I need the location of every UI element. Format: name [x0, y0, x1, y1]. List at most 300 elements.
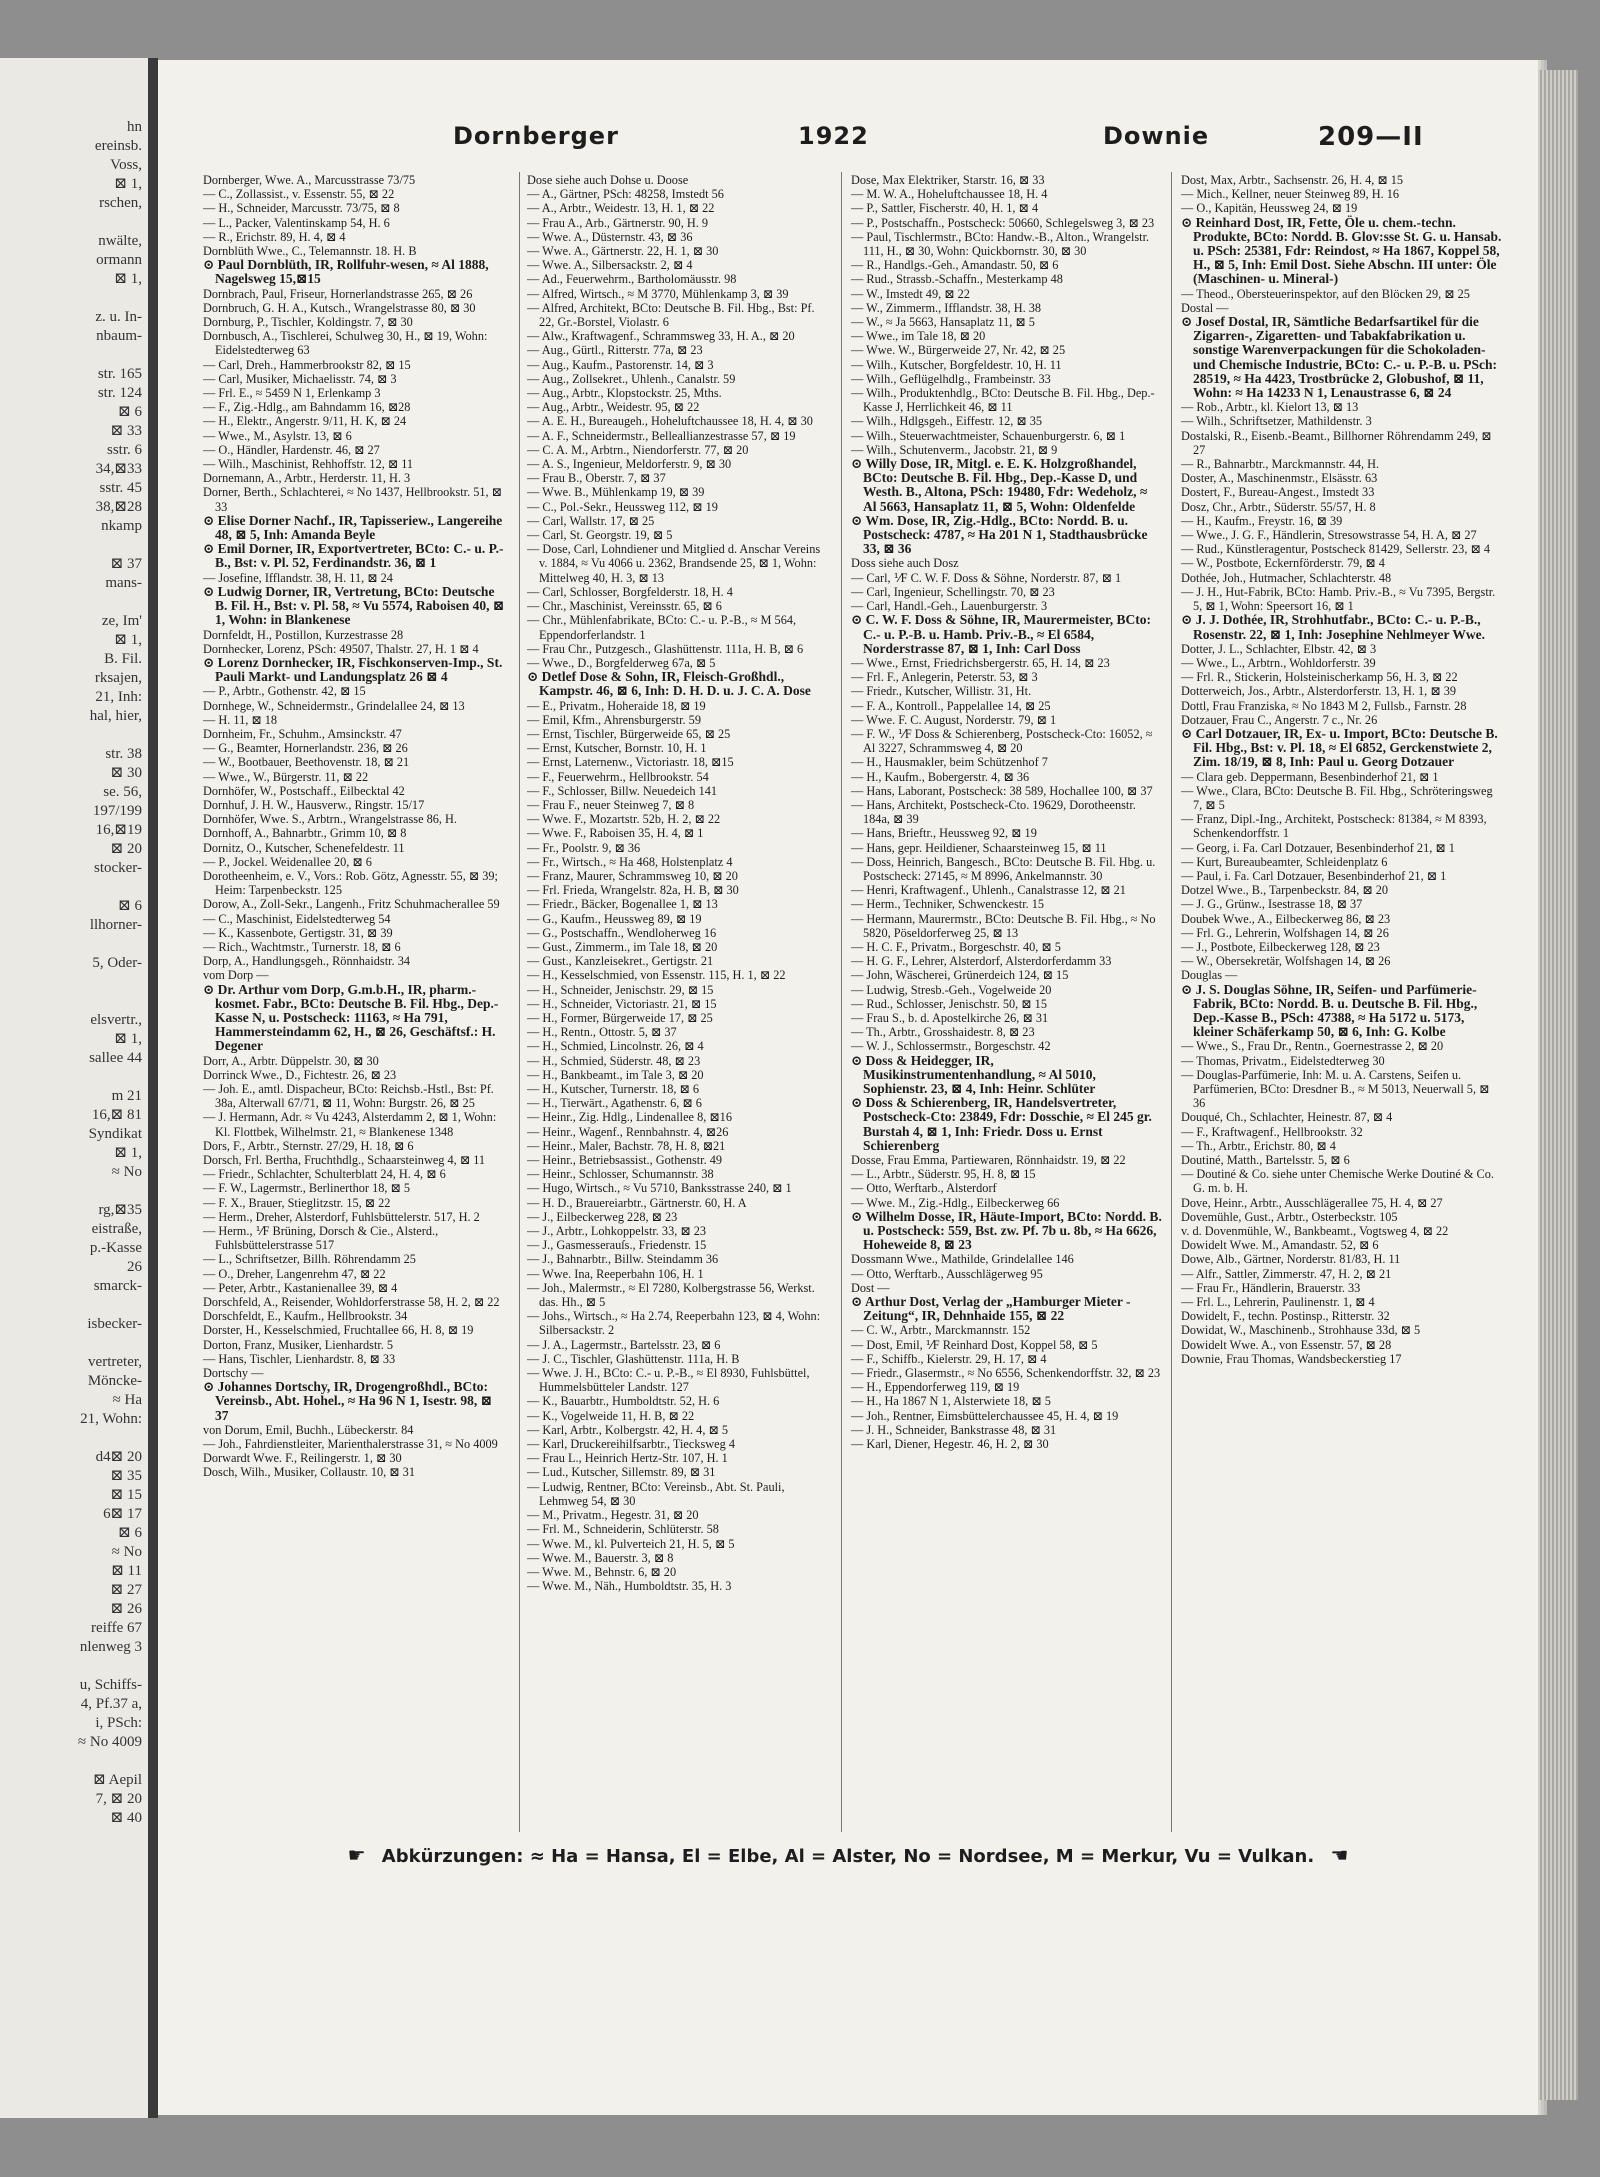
facing-page-text: ⊠ 33 [110, 423, 142, 439]
directory-entry: — Clara geb. Deppermann, Besenbinderhof 21, ⊠ 1 [1181, 769, 1439, 784]
directory-entry: — Heinr., Schlosser, Schumannstr. 38 [527, 1167, 714, 1182]
directory-entry: — Frau Chr., Putzgesch., Glashüttenstr. 111a, H. B, ⊠ 6 [527, 641, 804, 656]
facing-page-text: 21, Inh: [95, 689, 142, 705]
directory-entry: — W., Postbote, Eckernförderstr. 79, ⊠ 4 [1181, 556, 1385, 571]
facing-page-text: m 21 [111, 1088, 142, 1104]
directory-entry: — Aug., Kaufm., Pastorenstr. 14, ⊠ 3 [527, 357, 714, 372]
directory-entry: — Wwe. M., Zig.-Hdlg., Eilbeckerweg 66 [851, 1195, 1060, 1210]
directory-entry: — Friedr., Glasermstr., ≈ No 6556, Schenkendorffstr. 32, ⊠ 23 [851, 1366, 1161, 1381]
directory-entry: v. d. Dovenmühle, W., Bankbeamt., Vogtsweg 4, ⊠ 22 [1181, 1224, 1449, 1239]
directory-entry: — Frau S., b. d. Apostelkirche 26, ⊠ 31 [851, 1010, 1049, 1025]
directory-entry: Dorsch, Frl. Bertha, Fruchthdlg., Schaarsteinweg 4, ⊠ 11 [203, 1153, 486, 1168]
directory-entry: Dowidelt Wwe. M., Amandastr. 52, ⊠ 6 [1181, 1238, 1379, 1253]
facing-page-text: rksajen, [94, 670, 142, 686]
directory-entry: Dossmann Wwe., Mathilde, Grindelallee 146 [851, 1252, 1074, 1267]
directory-entry: — C. A. M., Arbtrn., Niendorferstr. 77, ⊠ 20 [527, 442, 749, 457]
directory-entry: — F., Schiffb., Kielerstr. 29, H. 17, ⊠ 4 [851, 1351, 1047, 1366]
directory-entry: Dornhege, W., Schneidermstr., Grindelallee 24, ⊠ 13 [203, 698, 465, 713]
directory-entry: Dornitz, O., Kutscher, Schenefeldestr. 11 [203, 840, 405, 855]
directory-entry: — P., Jockel. Weidenallee 20, ⊠ 6 [203, 854, 372, 869]
directory-columns [203, 173, 1503, 1833]
facing-page-text: 38,⊠28 [95, 499, 142, 515]
directory-entry: ⊙ Doss & Schierenberg, IR, Handelsvertreter, Postscheck-Cto: 23849, Fdr: Dosschie, ≈ El 245 gr. Burstah 4, ⊠ 1, Inh: Friedr. Doss u. Ernst Schierenberg [851, 1095, 1152, 1153]
directory-entry: Douglas — [1181, 968, 1238, 983]
facing-page-text: 197/199 [92, 803, 142, 819]
directory-entry: — Wwe. A., Gärtnerstr. 22, H. 1, ⊠ 30 [527, 244, 719, 259]
directory-entry: Dorster, H., Kesselschmied, Fruchtallee 66, H. 8, ⊠ 19 [203, 1323, 474, 1338]
directory-entry: Douqué, Ch., Schlachter, Heinestr. 87, ⊠ 4 [1181, 1110, 1393, 1125]
directory-entry: ⊙ Wilhelm Dosse, IR, Häute-Import, BCto: Nordd. B. u. Postscheck: 559, Bst. zw. Pf. 7b u. 8b, ≈ Ha 6626, Hoheweide 8, ⊠ 23 [851, 1208, 1162, 1253]
directory-entry: ⊙ C. W. F. Doss & Söhne, IR, Maurermeister, BCto: C.- u. P.-B. u. Hamb. Priv.-B., ≈ El 6584, Norderstrasse 87, ⊠ 1, Inh: Carl Doss [851, 612, 1151, 656]
facing-page-text: u, Schiffs- [79, 1677, 142, 1693]
directory-entry: ⊙ J. J. Dothée, IR, Strohhutfabr., BCto: C.- u. P.-B., Rosenstr. 22, ⊠ 1, Inh: Josephine Nehlmeyer Wwe. [1181, 612, 1485, 642]
facing-page-text: d4⊠ 20 [95, 1449, 142, 1465]
directory-entry: — P., Postschaffn., Postscheck: 50660, Schlegelsweg 3, ⊠ 23 [851, 215, 1155, 230]
directory-entry: — F. A., Kontroll., Pappelallee 14, ⊠ 25 [851, 698, 1051, 713]
facing-page-text: sstr. 45 [99, 480, 142, 496]
directory-entry: — Wwe. J. H., BCto: C.- u. P.-B., ≈ El 8930, Fuhlsbüttel, Hummelsbütteler Landstr. 127 [527, 1366, 810, 1395]
directory-entry: — Heinr., Wagenf., Rennbahnstr. 4, ⊠26 [527, 1124, 729, 1139]
directory-entry: — Wwe. A., Düsternstr. 43, ⊠ 36 [527, 229, 693, 244]
directory-entry: ⊙ Johannes Dortschy, IR, Drogengroßhdl., BCto: Vereinsb., Abt. Hohel., ≈ Ha 96 N 1, Isestr. 98, ⊠ 37 [203, 1379, 492, 1423]
facing-page-text: ⊠ 30 [110, 765, 142, 781]
directory-entry: Dornbruch, G. H. A., Kutsch., Wrangelstrasse 80, ⊠ 30 [203, 300, 476, 315]
facing-page-text: Voss, [110, 157, 142, 173]
directory-entry: — Carl, St. Georgstr. 19, ⊠ 5 [527, 528, 673, 543]
facing-page-text: ⊠ 35 [110, 1468, 142, 1484]
directory-entry: — Heinr., Zig. Hdlg., Lindenallee 8, ⊠16 [527, 1110, 732, 1125]
directory-entry: — Frl. L., Lehrerin, Paulinenstr. 1, ⊠ 4 [1181, 1295, 1375, 1310]
directory-entry: — Ernst, Laternenw., Victoriastr. 18, ⊠15 [527, 755, 734, 770]
directory-entry: Dorwardt Wwe. F., Reilingerstr. 1, ⊠ 30 [203, 1451, 402, 1466]
directory-entry: ⊙ Arthur Dost, Verlag der „Hamburger Mieter - Zeitung“, IR, Dehnhaide 155, ⊠ 22 [851, 1294, 1131, 1324]
facing-page-text: ormann [96, 252, 142, 268]
directory-entry: — Fr., Poolstr. 9, ⊠ 36 [527, 840, 641, 855]
header-year: 1922 [798, 122, 869, 150]
directory-entry: — M., Privatm., Hegestr. 31, ⊠ 20 [527, 1508, 699, 1523]
directory-entry: — Hans, gepr. Heildiener, Schaarsteinweg 15, ⊠ 11 [851, 840, 1107, 855]
facing-page-text: 16,⊠ 81 [91, 1107, 142, 1123]
directory-entry: Dornburg, P., Tischler, Koldingstr. 7, ⊠ 30 [203, 315, 413, 330]
directory-entry: — Wwe. F., Raboisen 35, H. 4, ⊠ 1 [527, 826, 704, 841]
directory-entry: — Frl. E., ≈ 5459 N 1, Erlenkamp 3 [203, 386, 381, 401]
directory-entry: — Friedr., Bäcker, Bogenallee 1, ⊠ 13 [527, 897, 718, 912]
facing-page-text: p.-Kasse [89, 1240, 142, 1256]
directory-entry: — Carl, Wallstr. 17, ⊠ 25 [527, 513, 655, 528]
directory-entry: — Herm., ⅟F Brüning, Dorsch & Cie., Alsterd., Fuhlsbüttelerstrasse 517 [203, 1224, 439, 1253]
directory-entry: — Georg, i. Fa. Carl Dotzauer, Besenbinderhof 21, ⊠ 1 [1181, 840, 1455, 855]
directory-entry: — H., Hausmakler, beim Schützenhof 7 [851, 755, 1048, 770]
directory-entry: — J. H., Schneider, Bankstrasse 48, ⊠ 31 [851, 1422, 1057, 1437]
directory-entry: — Chr., Maschinist, Vereinsstr. 65, ⊠ 6 [527, 599, 722, 614]
directory-entry: — Hans, Brieftr., Heussweg 92, ⊠ 19 [851, 826, 1037, 841]
directory-entry: — Wilh., Geflügelhdlg., Frambeinstr. 33 [851, 371, 1051, 386]
directory-entry: — Alw., Kraftwagenf., Schrammsweg 33, H. A., ⊠ 20 [527, 329, 795, 344]
directory-entry: ⊙ Detlef Dose & Sohn, IR, Fleisch-Großhdl., Kampstr. 46, ⊠ 6, Inh: D. H. D. u. J. C. A. Dose [527, 669, 811, 699]
directory-page [158, 60, 1538, 2115]
directory-entry: Dosse, Frau Emma, Partiewaren, Rönnhaidstr. 19, ⊠ 22 [851, 1153, 1126, 1168]
directory-entry: — Gust., Zimmerm., im Tale 18, ⊠ 20 [527, 939, 718, 954]
directory-entry: — H., Former, Bürgerweide 17, ⊠ 25 [527, 1010, 713, 1025]
directory-entry: — H., Schneider, Victoriastr. 21, ⊠ 15 [527, 996, 717, 1011]
directory-entry: — Thomas, Privatm., Eidelstedterweg 30 [1181, 1053, 1385, 1068]
directory-entry: — Karl, Druckereihilfsarbtr., Tiecksweg 4 [527, 1437, 735, 1452]
directory-entry: — Alfr., Sattler, Zimmerstr. 47, H. 2, ⊠ 21 [1181, 1266, 1392, 1281]
facing-page-text: nbaum- [96, 328, 142, 344]
directory-entry: — Dose, Carl, Lohndiener und Mitglied d. Anschar Vereins v. 1884, ≈ Vu 4066 u. 2362, Brandsende 25, ⊠ 1, Wohn: Mittelweg 40, H. 3, ⊠ 13 [527, 542, 821, 585]
directory-entry: — Emil, Kfm., Ahrensburgerstr. 59 [527, 712, 701, 727]
directory-entry: — Otto, Werftarb., Alsterdorf [851, 1181, 997, 1196]
directory-entry: Dorrinck Wwe., D., Fichtestr. 26, ⊠ 23 [203, 1067, 397, 1082]
header-left-keyword: Dornberger [453, 122, 619, 150]
directory-entry: Dowidat, W., Maschinenb., Strohhause 33d, ⊠ 5 [1181, 1323, 1421, 1338]
pointing-hand-left-icon: ☛ [347, 1843, 366, 1867]
pointing-hand-right-icon: ☚ [1330, 1843, 1349, 1867]
directory-entry: — F., Zig.-Hdlg., am Bahndamm 16, ⊠28 [203, 400, 411, 415]
directory-entry: — Peter, Arbtr., Kastanienallee 39, ⊠ 4 [203, 1280, 398, 1295]
directory-entry: — H., Eppendorferweg 119, ⊠ 19 [851, 1380, 1020, 1395]
facing-page-text: ⊠ 1, [114, 1145, 142, 1161]
directory-entry: — Chr., Mühlenfabrikate, BCto: C.- u. P.-B., ≈ M 564, Eppendorferlandstr. 1 [527, 613, 797, 642]
directory-entry: von Dorum, Emil, Buchh., Lübeckerstr. 84 [203, 1422, 414, 1437]
directory-entry: — Hans, Laborant, Postscheck: 38 589, Hochallee 100, ⊠ 37 [851, 783, 1153, 798]
directory-entry: Dosz, Chr., Arbtr., Süderstr. 55/57, H. 8 [1181, 499, 1376, 514]
facing-page-text: ⊠ Aepil [93, 1772, 142, 1788]
directory-entry: — Karl, Arbtr., Kolbergstr. 42, H. 4, ⊠ 5 [527, 1422, 729, 1437]
directory-entry: — Friedr., Kutscher, Willistr. 31, Ht. [851, 684, 1032, 699]
directory-entry: — W., ≈ Ja 5663, Hansaplatz 11, ⊠ 5 [851, 315, 1035, 330]
directory-entry: Dotter, J. L., Schlachter, Elbstr. 42, ⊠ 3 [1181, 641, 1377, 656]
directory-entry: — Rob., Arbtr., kl. Kielort 13, ⊠ 13 [1181, 400, 1359, 415]
facing-page-text: eistraße, [91, 1221, 142, 1237]
directory-entry: — Carl, Musiker, Michaelisstr. 74, ⊠ 3 [203, 371, 397, 386]
facing-page-text: llhorner- [89, 917, 142, 933]
directory-entry: Doubek Wwe., A., Eilbeckerweg 86, ⊠ 23 [1181, 911, 1391, 926]
directory-entry: — W., Obersekretär, Wolfshagen 14, ⊠ 26 [1181, 954, 1391, 969]
facing-page-text: str. 124 [97, 385, 142, 401]
directory-entry: — Wilh., Steuerwachtmeister, Schauenburgerstr. 6, ⊠ 1 [851, 428, 1126, 443]
directory-entry: — Wilh., Hdlgsgeh., Eiffestr. 12, ⊠ 35 [851, 414, 1043, 429]
directory-entry: Dornheim, Fr., Schuhm., Amsinckstr. 47 [203, 726, 402, 741]
directory-entry: — Fr., Wirtsch., ≈ Ha 468, Holstenplatz 4 [527, 854, 733, 869]
directory-entry: Dornfeldt, H., Postillon, Kurzestrasse 28 [203, 627, 404, 642]
directory-entry: Dostal — [1181, 300, 1229, 315]
directory-entry: — Kurt, Bureaubeamter, Schleidenplatz 6 [1181, 854, 1388, 869]
facing-page-text: ⊠ 1, [114, 271, 142, 287]
directory-entry: — J. Hermann, Adr. ≈ Vu 4243, Alsterdamm 2, ⊠ 1, Wohn: Kl. Flottbek, Wilhelmstr. 21, ≈ Blankenese 1348 [203, 1110, 497, 1139]
directory-entry: Dovemühle, Gust., Arbtr., Osterbeckstr. 105 [1181, 1209, 1398, 1224]
directory-entry: — Joh., Fahrdienstleiter, Marienthalerstrasse 31, ≈ No 4009 [203, 1437, 498, 1452]
facing-page-text: se. 56, [103, 784, 142, 800]
directory-entry: — Hans, Tischler, Lienhardstr. 8, ⊠ 33 [203, 1351, 396, 1366]
facing-page-text: 5, Oder- [92, 955, 142, 971]
directory-entry: — Franz, Dipl.-Ing., Architekt, Postscheck: 81384, ≈ M 8393, Schenkendorffstr. 1 [1181, 812, 1487, 841]
directory-entry: — Wwe. W., Bürgerweide 27, Nr. 42, ⊠ 25 [851, 343, 1066, 358]
directory-entry: — K., Kassenbote, Gertigstr. 31, ⊠ 39 [203, 925, 393, 940]
directory-entry: — Wwe., L., Arbtrn., Wohldorferstr. 39 [1181, 655, 1376, 670]
directory-entry: Dowe, Alb., Gärtner, Norderstr. 81/83, H. 11 [1181, 1252, 1401, 1267]
facing-page-text: nlenweg 3 [79, 1639, 142, 1655]
directory-entry: — H., Kaufm., Freystr. 16, ⊠ 39 [1181, 513, 1343, 528]
directory-entry: — Dost, Emil, ⅟F Reinhard Dost, Koppel 58, ⊠ 5 [851, 1337, 1098, 1352]
facing-page-text: hn [127, 119, 142, 135]
directory-entry: ⊙ Carl Dotzauer, IR, Ex- u. Import, BCto: Deutsche B. Fil. Hbg., Bst: v. Pl. 18, ≈ El 6852, Gerckenstwiete 2, Zim. 18/19, ⊠ 8, Inh: Paul u. Georg Dotzauer [1181, 725, 1498, 770]
directory-entry: Dosch, Wilh., Musiker, Collaustr. 10, ⊠ 31 [203, 1465, 415, 1480]
directory-entry: — Rich., Wachtmstr., Turnerstr. 18, ⊠ 6 [203, 939, 401, 954]
directory-entry: — Doutiné & Co. siehe unter Chemische Werke Doutiné & Co. G. m. b. H. [1181, 1167, 1494, 1196]
directory-entry: — Wwe., D., Borgfelderweg 67a, ⊠ 5 [527, 655, 716, 670]
directory-entry: — J., Gasmesserauſs., Friedenstr. 15 [527, 1238, 707, 1253]
directory-entry: — Wwe., W., Bürgerstr. 11, ⊠ 22 [203, 769, 369, 784]
directory-entry: ⊙ Willy Dose, IR, Mitgl. e. E. K. Holzgroßhandel, BCto: Deutsche B. Fil. Hbg., Dep.-Kasse D, und Westh. B., Altona, PSch: 19480, Fdr: Wedeholz, ≈ Al 5663, Hansaplatz 11, ⊠ 5, Wohn: Oldenfelde [851, 456, 1148, 514]
directory-entry: Dottl, Frau Franziska, ≈ No 1843 M 2, Fullsb., Farnstr. 28 [1181, 698, 1467, 713]
directory-entry: — H., Ha 1867 N 1, Alsterwiete 18, ⊠ 5 [851, 1394, 1051, 1409]
directory-entry: — Otto, Werftarb., Ausschlägerweg 95 [851, 1266, 1043, 1281]
directory-entry: — Herm., Dreher, Alsterdorf, Fuhlsbüttelerstr. 517, H. 2 [203, 1209, 480, 1224]
directory-entry: Dorschfeldt, E., Kaufm., Hellbrookstr. 34 [203, 1309, 408, 1324]
directory-entry: Dornblüth Wwe., C., Telemannstr. 18. H. B [203, 244, 417, 259]
directory-entry: — Wilh., Schriftsetzer, Mathildenstr. 3 [1181, 414, 1372, 429]
directory-entry: — P., Sattler, Fischerstr. 40, H. 1, ⊠ 4 [851, 201, 1039, 216]
directory-entry: — Frau B., Oberstr. 7, ⊠ 37 [527, 471, 666, 486]
directory-entry: — K., Bauarbtr., Humboldtstr. 52, H. 6 [527, 1394, 720, 1409]
directory-entry: — Wwe. B., Mühlenkamp 19, ⊠ 39 [527, 485, 705, 500]
facing-page-text: nkamp [101, 518, 142, 534]
facing-page-text: ≈ No [111, 1164, 142, 1180]
directory-entry: — H., Tierwärt., Agathenstr. 6, ⊠ 6 [527, 1096, 702, 1111]
facing-page-text: ⊠ 6 [118, 898, 142, 914]
directory-entry: — H. G. F., Lehrer, Alsterdorf, Alsterdorferdamm 33 [851, 954, 1112, 969]
directory-entry: Dowidelt Wwe. A., von Essenstr. 57, ⊠ 28 [1181, 1337, 1392, 1352]
directory-entry: Dose siehe auch Dohse u. Doose [527, 173, 689, 187]
directory-entry: Doss siehe auch Dosz [851, 556, 959, 571]
facing-page-text: z. u. In- [95, 309, 142, 325]
facing-page-text: sallee 44 [89, 1050, 142, 1066]
directory-entry: — Henri, Kraftwagenf., Uhlenh., Canalstrasse 12, ⊠ 21 [851, 883, 1126, 898]
directory-entry: — Rud., Künstleragentur, Postscheck 81429, Sellerstr. 23, ⊠ 4 [1181, 542, 1491, 557]
directory-entry: Dornemann, A., Arbtr., Herderstr. 11, H. 3 [203, 471, 411, 486]
directory-entry: Dornberger, Wwe. A., Marcusstrasse 73/75 [203, 173, 416, 187]
directory-entry: — Friedr., Schlachter, Schulterblatt 24, H. 4, ⊠ 6 [203, 1167, 446, 1182]
directory-entry: — A. S., Ingenieur, Meldorferstr. 9, ⊠ 30 [527, 457, 732, 472]
directory-entry: — W., Zimmerm., Ifflandstr. 38, H. 38 [851, 300, 1042, 315]
directory-entry: — P., Arbtr., Gothenstr. 42, ⊠ 15 [203, 684, 366, 699]
directory-entry: — Carl, Handl.-Geh., Lauenburgerstr. 3 [851, 599, 1048, 614]
directory-entry: — F. W., Lagermstr., Berlinerthor 18, ⊠ 5 [203, 1181, 411, 1196]
directory-entry: — H., Kaufm., Bobergerstr. 4, ⊠ 36 [851, 769, 1030, 784]
directory-entry: — Frl. F., Anlegerin, Peterstr. 53, ⊠ 3 [851, 670, 1038, 685]
directory-entry: Dotzauer, Frau C., Angerstr. 7 c., Nr. 26 [1181, 712, 1378, 727]
directory-entry: — H., Kesselschmied, von Essenstr. 115, H. 1, ⊠ 22 [527, 968, 786, 983]
directory-entry: — J., Postbote, Eilbeckerweg 128, ⊠ 23 [1181, 939, 1380, 954]
column-4 [1181, 173, 1503, 1833]
directory-entry: — Frl. M., Schneiderin, Schlüterstr. 58 [527, 1522, 719, 1537]
directory-entry: — Joh., Malermstr., ≈ El 7280, Kolbergstrasse 56, Werkst. das. Hh., ⊠ 5 [527, 1280, 815, 1310]
directory-entry: — Gust., Kanzleisekret., Gertigstr. 21 [527, 954, 714, 969]
directory-entry: — Wwe. F., Mozartstr. 52b, H. 2, ⊠ 22 [527, 812, 721, 827]
directory-entry: Dorner, Berth., Schlachterei, ≈ No 1437, Hellbrookstr. 51, ⊠ 33 [203, 485, 502, 514]
directory-entry: — W. J., Schlossermstr., Borgeschstr. 42 [851, 1039, 1051, 1054]
directory-entry: — R., Bahnarbtr., Marckmannstr. 44, H. [1181, 457, 1380, 472]
directory-entry: — Ludwig, Rentner, BCto: Vereinsb., Abt. St. Pauli, Lehmweg 54, ⊠ 30 [527, 1479, 785, 1508]
directory-entry: — Doss, Heinrich, Bangesch., BCto: Deutsche B. Fil. Hbg. u. Postscheck: 27145, ≈ M 8996, Ankelmannstr. 30 [851, 854, 1156, 883]
directory-entry: Dose, Max Elektriker, Starstr. 16, ⊠ 33 [851, 173, 1045, 187]
column-3 [851, 173, 1163, 1833]
directory-entry: ⊙ Josef Dostal, IR, Sämtliche Bedarfsartikel für die Zigarren-, Zigaretten- und Tabakfabrikation u. sonstige Warenverpackungen für die Schokoladen- und Chemische Industrie, BCto: C.- u. P.-B. u. PSch: 28519, ≈ Ha 4423, Trostbrücke 2, Globushof, ⊠ 11, Wohn: ≈ Ha 14233 N 1, Lenaustrasse 6, ⊠ 24 [1181, 314, 1498, 401]
directory-entry: — H., Schmied, Süderstr. 48, ⊠ 23 [527, 1053, 701, 1068]
directory-entry: Doutiné, Matth., Bartelsstr. 5, ⊠ 6 [1181, 1153, 1350, 1168]
directory-entry: — M. W. A., Hoheluftchaussee 18, H. 4 [851, 187, 1048, 202]
directory-entry: Dotzel Wwe., B., Tarpenbeckstr. 84, ⊠ 20 [1181, 883, 1389, 898]
facing-page-text: ≈ No [111, 1544, 142, 1560]
directory-entry: — Wwe. A., Silbersackstr. 2, ⊠ 4 [527, 258, 693, 273]
directory-entry: — Rud., Schlosser, Jenischstr. 50, ⊠ 15 [851, 996, 1047, 1011]
facing-page-text: ⊠ 27 [110, 1582, 142, 1598]
facing-page-fragment [0, 58, 150, 2118]
directory-entry: — Wwe. M., Bauerstr. 3, ⊠ 8 [527, 1550, 674, 1565]
directory-entry: — Th., Arbtr., Erichstr. 80, ⊠ 4 [1181, 1138, 1336, 1153]
directory-entry: — K., Vogelweide 11, H. B, ⊠ 22 [527, 1408, 695, 1423]
facing-page-text: stocker- [93, 860, 142, 876]
directory-entry: — A., Gärtner, PSch: 48258, Imstedt 56 [527, 187, 724, 202]
directory-entry: — F. W., ⅟F Doss & Schierenberg, Postscheck-Cto: 16052, ≈ Al 3227, Schrammsweg 4, ⊠ 20 [851, 726, 1153, 756]
facing-page-text: 6⊠ 17 [103, 1506, 142, 1522]
facing-page-text: 34,⊠33 [95, 461, 142, 477]
directory-entry: — Wilh., Maschinist, Rehhoffstr. 12, ⊠ 11 [203, 457, 414, 472]
facing-page-text: sstr. 6 [106, 442, 142, 458]
facing-page-text: ⊠ 6 [118, 1525, 142, 1541]
directory-entry: ⊙ Dr. Arthur vom Dorp, G.m.b.H., IR, pharm.-kosmet. Fabr., BCto: Deutsche B. Fil. Hbg., Dep.-Kasse N, u. Postscheck: 11163, ≈ Ha 791, Hammersteindamm 62, H., ⊠ 26, Geschäftsf.: H. Degener [203, 981, 499, 1054]
directory-entry: Dornbrach, Paul, Friseur, Hornerlandstrasse 265, ⊠ 26 [203, 286, 473, 301]
directory-entry: — Paul, i. Fa. Carl Dotzauer, Besenbinderhof 21, ⊠ 1 [1181, 868, 1447, 883]
facing-page-text: isbecker- [87, 1316, 142, 1332]
directory-entry: — Wwe. M., kl. Pulverteich 21, H. 5, ⊠ 5 [527, 1536, 735, 1551]
directory-entry: — Carl, Ingenieur, Schellingstr. 70, ⊠ 23 [851, 584, 1055, 599]
directory-entry: — Douglas-Parfümerie, Inh: M. u. A. Carstens, Seifen u. Parfümerien, BCto: Dresdner B., ≈ M 5013, Neuerwall 5, ⊠ 36 [1181, 1067, 1490, 1111]
directory-entry: — A. F., Schneidermstr., Belleallianzestrasse 57, ⊠ 19 [527, 428, 796, 443]
directory-entry: — Rud., Strassb.-Schaffn., Mesterkamp 48 [851, 272, 1063, 287]
directory-entry: — W., Bootbauer, Beethovenstr. 18, ⊠ 21 [203, 755, 410, 770]
directory-entry: Dornhöfer, W., Postschaff., Eilbecktal 42 [203, 783, 405, 798]
directory-entry: — Th., Arbtr., Grosshaidestr. 8, ⊠ 23 [851, 1025, 1035, 1040]
facing-page-text: 4, Pf.37 a, [80, 1696, 142, 1712]
directory-entry: ⊙ Paul Dornblüth, IR, Rollfuhr-wesen, ≈ Al 1888, Nagelsweg 15,⊠15 [203, 257, 489, 287]
facing-page-text: smarck- [93, 1278, 142, 1294]
directory-entry: Dorschfeld, A., Reisender, Wohldorferstrasse 58, H. 2, ⊠ 22 [203, 1295, 500, 1310]
directory-entry: — O., Dreher, Langenrehm 47, ⊠ 22 [203, 1266, 386, 1281]
directory-entry: — J. A., Lagermstr., Bartelsstr. 23, ⊠ 6 [527, 1337, 721, 1352]
directory-entry: — Wwe. Ina, Reeperbahn 106, H. 1 [527, 1266, 704, 1281]
facing-page-text: reiffe 67 [91, 1620, 142, 1636]
directory-entry: — Aug., Arbtr., Klopstockstr. 25, Mths. [527, 386, 722, 401]
facing-page-text: ⊠ 40 [110, 1810, 142, 1826]
directory-entry: — H., Rentn., Ottostr. 5, ⊠ 37 [527, 1025, 677, 1040]
directory-entry: — A., Arbtr., Weidestr. 13, H. 1, ⊠ 22 [527, 201, 715, 216]
directory-entry: — H. D., Brauereiarbtr., Gärtnerstr. 60, H. A [527, 1195, 747, 1210]
directory-entry: — Alfred, Wirtsch., ≈ M 3770, Mühlenkamp 3, ⊠ 39 [527, 286, 789, 301]
header-right-keyword: Downie [1103, 122, 1210, 150]
directory-entry: Dornhöfer, Wwe. S., Arbtrn., Wrangelstrasse 86, H. [203, 812, 458, 827]
directory-entry: — Ludwig, Stresb.-Geh., Vogelweide 20 [851, 982, 1052, 997]
directory-entry: Dostalski, R., Eisenb.-Beamt., Billhorner Röhrendamm 249, ⊠ 27 [1181, 428, 1492, 457]
directory-entry: Dothée, Joh., Hutmacher, Schlachterstr. 48 [1181, 570, 1392, 585]
facing-page-text: 7, ⊠ 20 [95, 1791, 142, 1807]
directory-entry: — Wilh., Produktenhdlg., BCto: Deutsche B. Fil. Hbg., Dep.-Kasse J, Herrlichkeit 46, ⊠ 11 [851, 386, 1155, 415]
facing-page-text: ⊠ 20 [110, 841, 142, 857]
directory-entry: — H. 11, ⊠ 18 [203, 712, 278, 727]
directory-entry: — C., Zollassist., v. Essenstr. 55, ⊠ 22 [203, 187, 395, 202]
directory-entry: — Johs., Wirtsch., ≈ Ha 2.74, Reeperbahn 123, ⊠ 4, Wohn: Silbersackstr. 2 [527, 1309, 821, 1338]
directory-entry: — C., Pol.-Sekr., Heussweg 112, ⊠ 19 [527, 499, 718, 514]
facing-page-text: ereinsb. [94, 138, 142, 154]
directory-entry: — O., Händler, Hardenstr. 46, ⊠ 27 [203, 442, 380, 457]
directory-entry: — Frl. G., Lehrerin, Wolfshagen 14, ⊠ 26 [1181, 925, 1389, 940]
directory-entry: — Frau A., Arb., Gärtnerstr. 90, H. 9 [527, 215, 709, 230]
directory-entry: — C. W., Arbtr., Marckmannstr. 152 [851, 1323, 1031, 1338]
directory-entry: Dornhoff, A., Bahnarbtr., Grimm 10, ⊠ 8 [203, 826, 407, 841]
directory-entry: — Wwe., J. G. F., Händlerin, Stresowstrasse 54, H. A, ⊠ 27 [1181, 528, 1477, 543]
directory-entry: — Mich., Kellner, neuer Steinweg 89, H. 16 [1181, 187, 1400, 202]
directory-entry: — G., Kaufm., Heussweg 89, ⊠ 19 [527, 911, 702, 926]
directory-entry: — J. C., Tischler, Glashüttenstr. 111a, H. B [527, 1351, 740, 1366]
facing-page-text: i, PSch: [95, 1715, 142, 1731]
directory-entry: Dornhecker, Lorenz, PSch: 49507, Thalstr. 27, H. 1 ⊠ 4 [203, 641, 479, 656]
directory-entry: — F., Schlosser, Billw. Neuedeich 141 [527, 783, 718, 798]
facing-page-text: rg,⊠35 [98, 1202, 142, 1218]
facing-page-text: rschen, [99, 195, 142, 211]
directory-entry: — Heinr., Betriebsassist., Gothenstr. 49 [527, 1153, 723, 1168]
directory-entry: — O., Kapitän, Heussweg 24, ⊠ 19 [1181, 201, 1358, 216]
facing-page-text: ⊠ 37 [110, 556, 142, 572]
directory-entry: — Wwe., M., Asylstr. 13, ⊠ 6 [203, 428, 352, 443]
facing-page-text: ze, Im' [101, 613, 142, 629]
directory-entry: — L., Arbtr., Süderstr. 95, H. 8, ⊠ 15 [851, 1167, 1036, 1182]
directory-entry: — G., Beamter, Hornerlandstr. 236, ⊠ 26 [203, 741, 408, 756]
facing-page-text: ⊠ 6 [118, 404, 142, 420]
directory-entry: — Aug., Arbtr., Weidestr. 95, ⊠ 22 [527, 400, 700, 415]
directory-entry: — Heinr., Maler, Bachstr. 78, H. 8, ⊠21 [527, 1138, 726, 1153]
directory-entry: ⊙ Wm. Dose, IR, Zig.-Hdlg., BCto: Nordd. B. u. Postscheck: 4787, ≈ Ha 201 N 1, Stadthausbrücke 33, ⊠ 36 [851, 512, 1148, 557]
directory-entry: Dost — [851, 1280, 890, 1295]
facing-page-text: elsvertr., [90, 1012, 142, 1028]
directory-entry: vom Dorp — [203, 968, 269, 983]
facing-page-text: nwälte, [98, 233, 142, 249]
facing-page-text: vertreter, [88, 1354, 142, 1370]
directory-entry: — W., Imstedt 49, ⊠ 22 [851, 286, 970, 301]
directory-entry: Dove, Heinr., Arbtr., Ausschlägerallee 75, H. 4, ⊠ 27 [1181, 1195, 1443, 1210]
directory-entry: — J. G., Grünw., Isestrasse 18, ⊠ 37 [1181, 897, 1363, 912]
directory-entry: — E., Privatm., Hoheraide 18, ⊠ 19 [527, 698, 706, 713]
page-number: 209—II [1318, 122, 1424, 152]
directory-entry: — Ad., Feuerwehrm., Bartholomäusstr. 98 [527, 272, 737, 287]
directory-entry: — F., Kraftwagenf., Hellbrookstr. 32 [1181, 1124, 1363, 1139]
directory-entry: — Carl, Schlosser, Borgfelderstr. 18, H. 4 [527, 584, 733, 599]
directory-entry: — Carl, ⅟F C. W. F. Doss & Söhne, Norderstr. 87, ⊠ 1 [851, 570, 1122, 585]
facing-page-text: 16,⊠19 [95, 822, 142, 838]
directory-entry: — J. H., Hut-Fabrik, BCto: Hamb. Priv.-B., ≈ Vu 7395, Bergstr. 5, ⊠ 1, Wohn: Speersort 16, ⊠ 1 [1181, 584, 1496, 614]
facing-page-text: str. 165 [97, 366, 142, 382]
directory-entry: — Aug., Gürtl., Ritterstr. 77a, ⊠ 23 [527, 343, 703, 358]
directory-entry: Dorotheenheim, e. V., Vors.: Rob. Götz, Agnesstr. 55, ⊠ 39; Heim: Tarpenbeckstr. 125 [203, 868, 498, 898]
facing-page-text: Syndikat [88, 1126, 142, 1142]
directory-entry: Dowidelt, F., techn. Postinsp., Ritterstr. 32 [1181, 1309, 1390, 1324]
directory-entry: ⊙ Lorenz Dornhecker, IR, Fischkonserven-Imp., St. Pauli Markt- und Landungsplatz 26 ⊠ 4 [203, 654, 503, 685]
directory-entry: — H., Schneider, Marcusstr. 73/75, ⊠ 8 [203, 201, 400, 216]
column-1 [203, 173, 505, 1833]
directory-entry: — F. X., Brauer, Stieglitzstr. 15, ⊠ 22 [203, 1195, 391, 1210]
directory-entry: — Ernst, Tischler, Bürgerweide 65, ⊠ 25 [527, 726, 731, 741]
directory-entry: — Wwe. F. C. August, Norderstr. 79, ⊠ 1 [851, 712, 1057, 727]
